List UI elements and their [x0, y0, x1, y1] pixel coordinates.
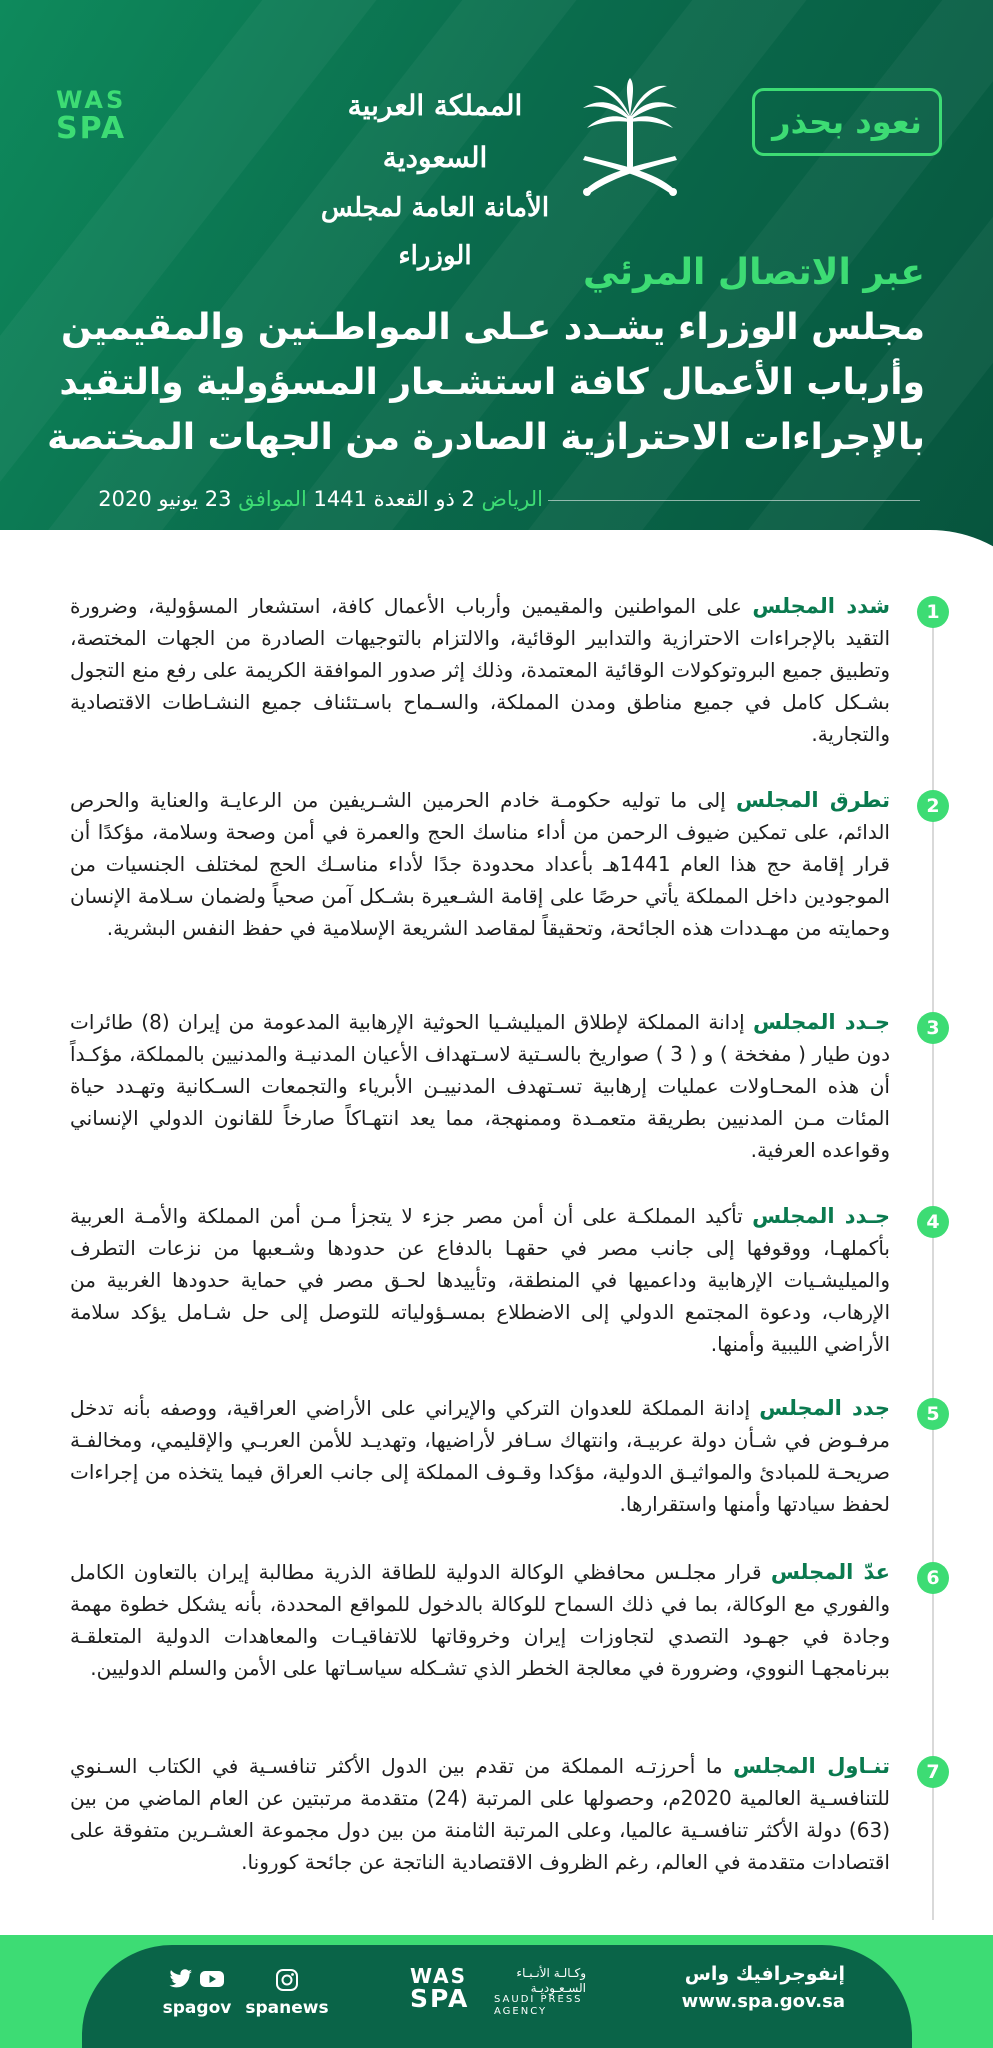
item-text: على المواطنين والمقيمين وأرباب الأعمال كافة، استشعار المسؤولية، وضرورة التقيد بالإجراءات الاحترازية والتدابير الوقائية، والالتزام بالتوجيهات الصادرة من الجهات المختصة، وتطبيق جميع البروتوكولات الوقائية المعتمدة، وذلك إثر صدور الموافقة الكريمة على رفع منع التجول بشـكل كامل في جميع مناطق ومدن المملكة، والسـماح باسـتئناف جميع النشـاطات الاقتصادية والتجارية. [70, 594, 890, 746]
item-paragraph [70, 784, 890, 944]
instagram-handle[interactable]: spanews [245, 1998, 329, 2018]
website-link[interactable]: www.spa.gov.sa [681, 1991, 845, 2012]
palm-swords-emblem-icon [575, 78, 685, 200]
footer-brand [645, 1960, 845, 2016]
item-lead: جـدد المجلس [752, 1010, 890, 1034]
list-item [70, 1200, 890, 1360]
dateline-divider [548, 500, 920, 501]
item-paragraph [70, 1556, 890, 1684]
council-name [300, 80, 570, 271]
agency-name-en-line1: SAUDI PRESS [494, 1994, 583, 2005]
spa-logo-bottom-text: SPA [56, 111, 127, 146]
agency-name-ar: وكـالـة الأنـبـاء السـعـوديـة [516, 1966, 586, 1995]
spa-logo [56, 88, 138, 146]
date-place: الرياض [481, 487, 543, 511]
item-paragraph [70, 1392, 890, 1520]
headline-kicker: عبر الاتصال المرئي [583, 252, 925, 293]
list-item [70, 1750, 890, 1878]
agency-name-en [494, 1994, 586, 2018]
item-paragraph [70, 1006, 890, 1166]
item-lead: عدّ المجلس [770, 1560, 891, 1584]
item-paragraph [70, 1750, 890, 1878]
item-text: ما أحرزتـه المملكة من تقدم بين الدول الأكثر تنافسـية في الكتاب السـنوي للتنافسـية العالمية 2020م، وحصولها على المرتبة (24) متقدمة مرتبتين عن العام الماضي من بين (63) دولة الأكثر تنافسـية عالميا، وعلى المرتبة الثامنة من بين دول مجموعة العشـرين متفوقة على اقتصادات متقدمة في العالم، رغم الظروف الاقتصادية الناتجة عن جائحة كورونا. [70, 1754, 890, 1874]
item-number-badge: 6 [917, 1562, 949, 1594]
spa-mark [410, 1966, 469, 2011]
headline: مجلس الوزراء يشـدد عـلى المواطـنين والمقيمين وأرباب الأعمال كافة استشـعار المسؤولية والتقيد بالإجراءات الاحترازية الصادرة من الجهات المختصة [47, 307, 925, 458]
item-number-badge: 3 [917, 1012, 949, 1044]
twitter-icon [169, 1968, 193, 1990]
social-icons [154, 1968, 240, 1996]
item-lead: جدد المجلس [759, 1396, 891, 1420]
agency-name-en-line2: AGENCY [494, 2006, 548, 2017]
twitter-youtube-social[interactable] [154, 1968, 240, 2020]
item-paragraph [70, 1200, 890, 1360]
item-text: إدانة المملكة للعدوان التركي والإيراني على الأراضي العراقية، ووصفه بأنه تدخل مرفـوض في شـأن دولة عربيـة، وانتهاك سـافر لأراضيها، وتهديـد للأمن العربـي والإقليمي، ومخالفـة صريحـة للمبادئ والمواثيـق الدولية، مؤكدا وقـوف المملكة إلى جانب العراق فيما يتخذه من إجراءات لحفظ سيادتها وأمنها واستقرارها. [70, 1396, 890, 1516]
item-text: إدانة المملكة لإطلاق الميليشـيا الحوثية الإرهابية المدعومة من إيران (8) طائرات دون طيار ( مفخخة ) و ( 3 ) صواريخ بالسـتية لاسـتهداف الأعيان المدنيـة والمدنيين بالمملكة، مؤكـداً أن هذه المحـاولات عمليات إرهابية تسـتهدف المدنييـن الأبرياء والتجمعات السـكانية وتهـدد حياة المئات مـن المدنيين بطريقة متعمـدة وممنهجة، مما يعد انتهـاكاً صارخاً للقانون الدولي الإنساني وقواعده العرفية. [70, 1010, 890, 1162]
item-number-badge: 2 [917, 790, 949, 822]
item-number-badge: 4 [917, 1206, 949, 1238]
kingdom-name: المملكة العربية السعودية [347, 89, 523, 174]
date-connector: الموافق [238, 487, 307, 511]
item-text: قرار مجلـس محافظي الوكالة الدولية للطاقة الذرية مطالبة إيران بالتعاون الكامل والفوري مع الوكالة، بما في ذلك السماح للوكالة بالدخول للمواقع المحددة، بأنه يشكل خطوة مهمة وجادة في جهـود التصدي لتجاوزات إيران وخروقاتها للاتفاقيـات والمعاهدات الدولية المتعلقـة ببرنامجهـا النووي، وضرورة في معالجة الخطر الذي تشـكله سياسـاتها على الأمن والسلم الدوليين. [70, 1560, 890, 1680]
list-item [70, 1392, 890, 1520]
list-item [70, 1556, 890, 1684]
item-text: إلى ما توليه حكومـة خادم الحرمين الشـريفين من الرعايـة والعناية والحرص الدائم، على تمكين ضيوف الرحمن من أداء مناسك الحج والعمرة في أمن وصحة وسلامة، مؤكدًا أن قرار إقامة حج هذا العام 1441هـ بأعداد محدودة جدًا لأداء مناسـك الحج لمختلف الجنسيات من الموجودين داخل المملكة يأتي حرصًا على إقامة الشـعيرة بشـكل آمن صحياً ولضمان سـلامة الإنسان وحمايته من مهـددات هذه الجائحة، وتحقيقاً لمقاصد الشريعة الإسلامية في حفظ النفس البشرية. [70, 788, 890, 940]
item-number-badge: 1 [917, 596, 949, 628]
item-lead: تطرق المجلس [736, 788, 890, 812]
header-curve [0, 530, 993, 590]
spa-mark-bottom: SPA [410, 1984, 470, 2013]
date-gregorian: 23 يونيو 2020 [98, 487, 232, 511]
list-item [70, 784, 890, 944]
spa-footer-logo [410, 1966, 590, 2026]
item-lead: شدد المجلس [752, 594, 890, 618]
list-item [70, 590, 890, 750]
youtube-icon [199, 1969, 225, 1989]
item-lead: جـدد المجلس [752, 1204, 891, 1228]
item-lead: تنـاول المجلس [733, 1754, 890, 1778]
item-text: تأكيد المملكـة على أن أمن مصر جزء لا يتجزأ مـن أمن المملكة والأمـة العربية بأكملهـا، ووقوفها إلى جانب مصر في حقهـا بالدفاع عن حدودها وشـعبها من نزعات التطرف والميليشـيات الإرهابية وداعميها في المنطقة، وتأييدها لحـق مصر في حماية حدودها الغربية من الإرهاب، ودعوة المجتمع الدولي إلى الاضطلاع بمسـؤولياته للتوصل إلى حل شـامل يؤكد سلامة الأراضي الليبية وأمنها. [70, 1204, 890, 1356]
item-paragraph [70, 590, 890, 750]
date-hijri: 2 ذو القعدة 1441 [313, 487, 475, 511]
item-number-badge: 5 [917, 1398, 949, 1430]
slogan-badge: نعود بحذر [752, 88, 942, 156]
infographic-brand: إنفوجرافيك واس [684, 1963, 845, 1985]
instagram-social[interactable] [242, 1968, 332, 2020]
instagram-icon [242, 1968, 332, 1996]
list-item [70, 1006, 890, 1166]
twitter-handle[interactable]: spagov [162, 1998, 232, 2018]
secretariat-name: الأمانة العامة لمجلس الوزراء [320, 193, 550, 271]
spa-logo-top-text: WAS [56, 86, 127, 114]
spa-mark-top: WAS [410, 1964, 468, 1988]
item-number-badge: 7 [917, 1756, 949, 1788]
dateline [43, 478, 543, 520]
